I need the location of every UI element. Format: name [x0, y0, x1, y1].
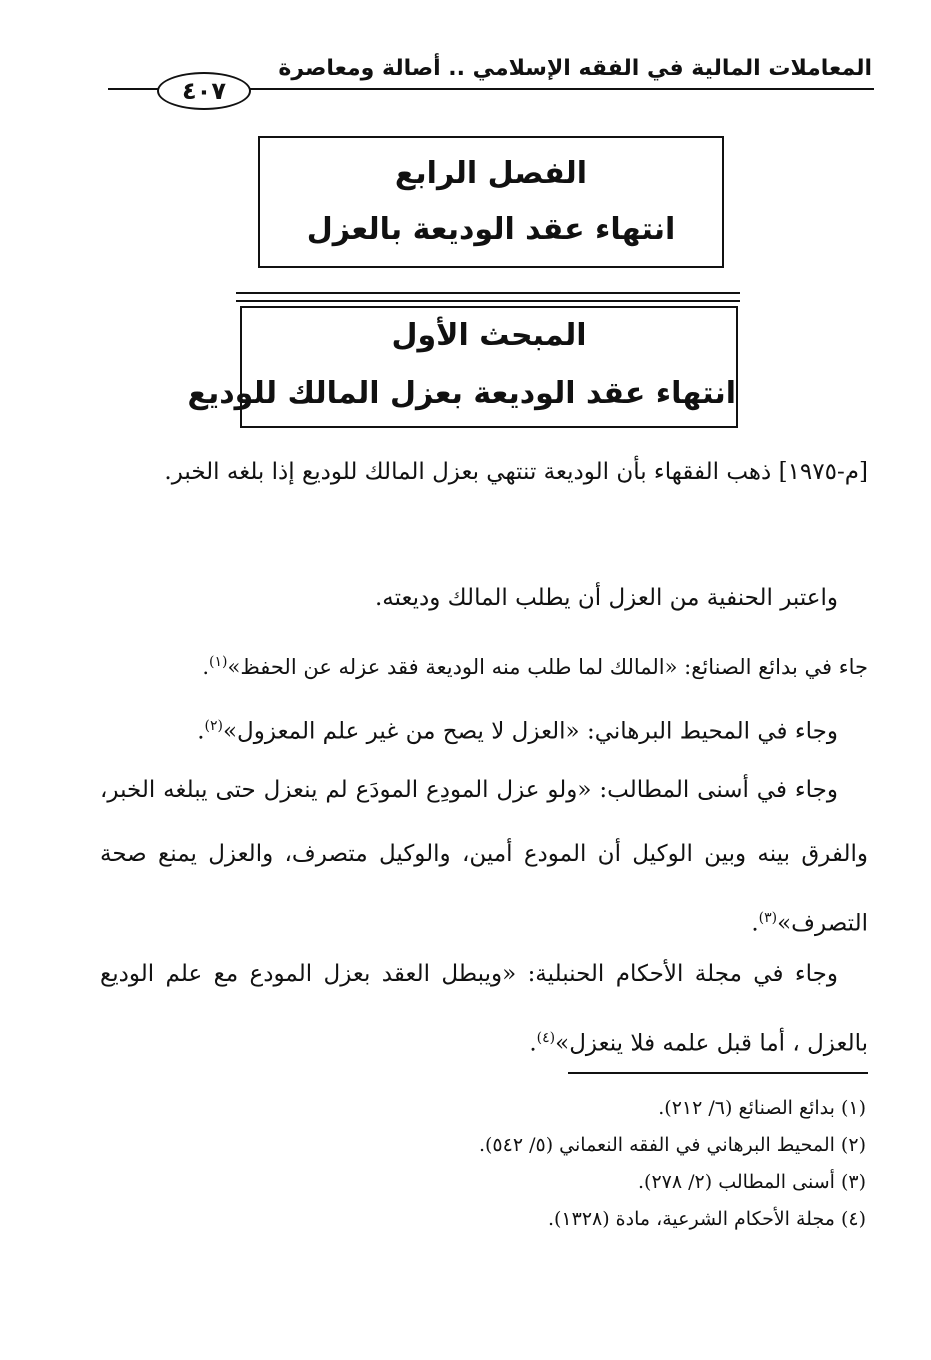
- paragraph-6: [100, 942, 868, 1076]
- paragraph-1: [م-١٩٧٥] ذهب الفقهاء بأن الوديعة تنتهي بعزل المالك للوديع إذا بلغه الخبر.: [164, 459, 868, 485]
- paragraph-4-text: وجاء في المحيط البرهاني: «العزل لا يصح من غير علم المعزول»: [222, 718, 838, 745]
- section-divider: [236, 292, 740, 302]
- chapter-title: انتهاء عقد الوديعة بالعزل: [306, 212, 676, 247]
- paragraph-3: [100, 630, 868, 699]
- running-title: المعاملات المالية في الفقه الإسلامي .. أصالة ومعاصرة: [278, 56, 872, 81]
- paragraph-5-text: وجاء في أسنى المطالب: «ولو عزل المودِع المودَع لم ينعزل حتى يبلغه الخبر، والفرق بينه وبين الوكيل أن المودع أمين، والوكيل متصرف، والعزل يمنع صحة التصرف»: [100, 777, 868, 937]
- footnote-ref-1: (١): [209, 654, 228, 670]
- footnote-1: (١) بدائع الصنائع (٦/ ٢١٢).: [658, 1097, 866, 1119]
- paragraph-3-text: جاء في بدائع الصنائع: «المالك لما طلب منه الوديعة فقد عزله عن الحفظ»: [227, 655, 868, 679]
- paragraph-6-text: وجاء في مجلة الأحكام الحنبلية: «ويبطل العقد بعزل المودع مع علم الوديع بالعزل ، أما قبل علمه فلا ينعزل»: [100, 961, 868, 1057]
- footnote-4: (٤) مجلة الأحكام الشرعية، مادة (١٣٢٨).: [547, 1208, 866, 1230]
- footnote-ref-2: (٢): [204, 718, 223, 734]
- footnotes: [300, 1090, 866, 1238]
- chapter-label: الفصل الرابع: [394, 156, 588, 191]
- paragraph-4: [100, 694, 868, 764]
- page-number: ٤٠٧: [157, 72, 251, 110]
- chapter-title-box: [258, 136, 724, 268]
- footnote-3: (٣) أسنى المطالب (٢/ ٢٧٨).: [638, 1171, 866, 1193]
- footnote-ref-4: (٤): [536, 1030, 556, 1046]
- footnote-2: (٢) المحيط البرهاني في الفقه النعماني (٥/ ٥٤٢).: [478, 1134, 866, 1156]
- section-title: انتهاء عقد الوديعة بعزل المالك للوديع: [187, 376, 736, 411]
- paragraph-6-end: .: [529, 1030, 537, 1057]
- paragraph-5-end: .: [751, 910, 759, 937]
- paragraph-5: [100, 758, 868, 956]
- footnote-separator: [568, 1072, 868, 1074]
- paragraph-3-end: .: [202, 655, 209, 679]
- section-title-box: [187, 306, 738, 428]
- paragraph-4-end: .: [197, 718, 205, 745]
- paragraph-2: واعتبر الحنفية من العزل أن يطلب المالك وديعته.: [374, 585, 838, 611]
- section-label: المبحث الأول: [391, 318, 587, 353]
- footnote-ref-3: (٣): [758, 910, 778, 926]
